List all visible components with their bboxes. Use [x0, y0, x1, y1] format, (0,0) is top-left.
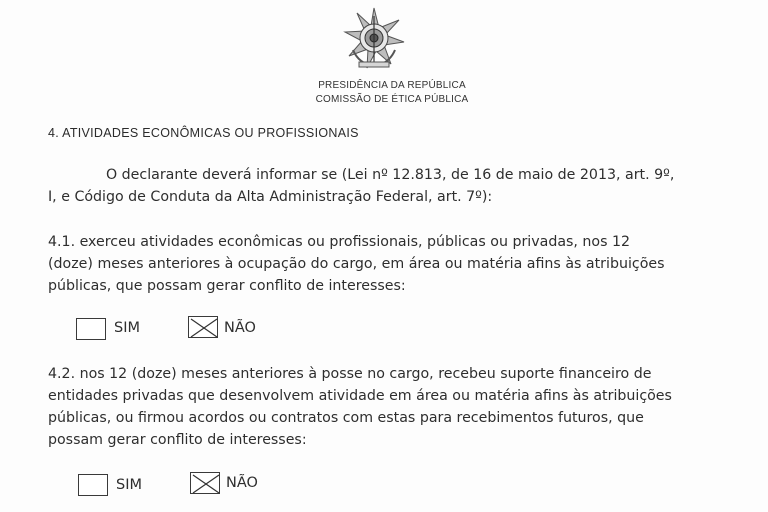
question-line: possam gerar conflito de interesses:	[48, 432, 307, 448]
checkbox-nao-4-2[interactable]	[190, 472, 220, 494]
checkbox-sim-4-2[interactable]	[78, 474, 108, 496]
question-line: (doze) meses anteriores à ocupação do cargo, em área ou matéria afins às atribuições	[48, 256, 665, 272]
question-line: públicas, ou firmou acordos ou contratos com estas para recebimentos futuros, que	[48, 410, 644, 426]
question-line: 4.2. nos 12 (doze) meses anteriores à posse no cargo, recebeu suporte financeiro de	[48, 366, 652, 382]
question-line: públicas, que possam gerar conflito de interesses:	[48, 278, 406, 294]
checkbox-nao-4-1[interactable]	[188, 316, 218, 338]
intro-line: O declarante deverá informar se (Lei nº 12.813, de 16 de maio de 2013, art. 9º,	[106, 167, 675, 183]
option-label-sim: SIM	[116, 477, 142, 493]
header-comissao: COMISSÃO DE ÉTICA PÚBLICA	[315, 94, 469, 105]
question-line: 4.1. exerceu atividades econômicas ou profissionais, públicas ou privadas, nos 12	[48, 234, 631, 250]
checkmark-x-icon	[189, 317, 219, 339]
option-label-sim: SIM	[114, 320, 140, 336]
question-line: entidades privadas que desenvolvem atividade em área ou matéria afins às atribuições	[48, 388, 672, 404]
option-label-nao: NÃO	[224, 320, 256, 336]
section-title: 4. ATIVIDADES ECONÔMICAS OU PROFISSIONAIS	[48, 126, 359, 140]
question-4-1	[48, 231, 720, 297]
question-4-2	[48, 363, 720, 451]
intro-paragraph	[48, 164, 724, 208]
intro-line: I, e Código de Conduta da Alta Administração Federal, art. 7º):	[48, 189, 493, 205]
option-label-nao: NÃO	[226, 475, 258, 491]
coat-of-arms-icon	[341, 6, 407, 72]
header-presidencia: PRESIDÊNCIA DA REPÚBLICA	[318, 80, 466, 91]
checkbox-sim-4-1[interactable]	[76, 318, 106, 340]
checkmark-x-icon	[191, 473, 221, 495]
